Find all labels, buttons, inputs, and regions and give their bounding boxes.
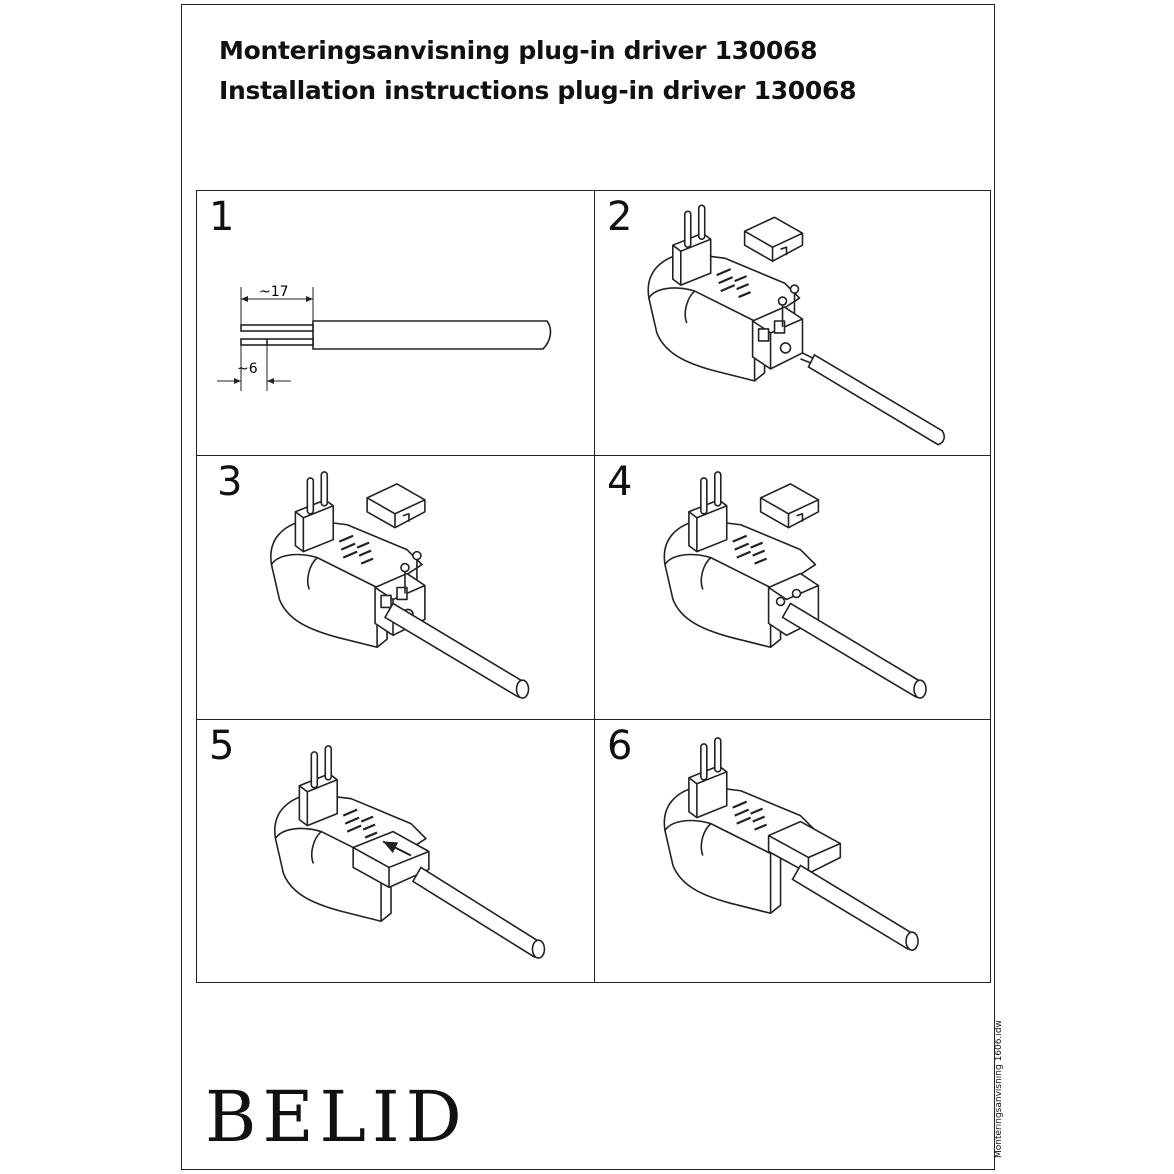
instruction-steps-grid: [196, 190, 991, 983]
step-6-panel: [594, 719, 991, 983]
step-3-number: 3: [217, 459, 243, 505]
strip-length-label: ~17: [259, 284, 289, 300]
title-english: Installation instructions plug-in driver 130068: [219, 76, 857, 105]
step-3-panel: [197, 455, 594, 719]
step-4-number: 4: [607, 459, 633, 505]
cover-slide-illustration: [197, 720, 594, 983]
step-6-number: 6: [607, 723, 633, 769]
step-1-number: 1: [209, 194, 235, 240]
belid-logo: BELID: [205, 1076, 468, 1158]
step-2-number: 2: [607, 194, 633, 240]
cable-stripping-illustration: [197, 191, 594, 455]
document-reference: Monteringsanvisning 1606.idw: [994, 1020, 1004, 1158]
step-4-panel: [594, 455, 991, 719]
assembled-driver-illustration: [595, 720, 991, 983]
title-swedish: Monteringsanvisning plug-in driver 130068: [219, 36, 818, 65]
step-5-panel: [197, 719, 594, 983]
step-5-number: 5: [209, 723, 235, 769]
open-driver-illustration: [595, 191, 991, 455]
conductor-strip-label: ~6: [237, 361, 258, 377]
cable-insert-illustration: [197, 456, 594, 719]
step-1-panel: [197, 191, 594, 455]
step-2-panel: [594, 191, 991, 455]
screws-tightened-illustration: [595, 456, 991, 719]
